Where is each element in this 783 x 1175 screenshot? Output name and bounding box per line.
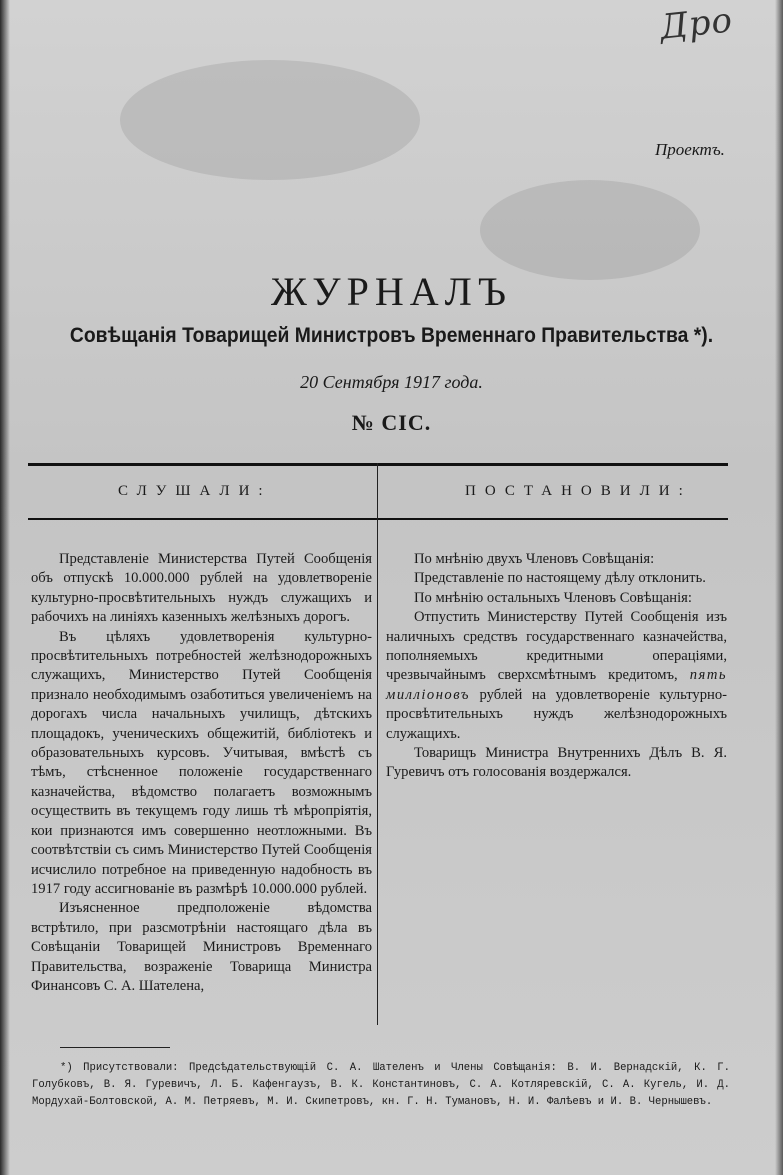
- table-top-rule: [28, 463, 728, 466]
- right-paragraph-5: Товарищъ Министра Внутреннихъ Дѣлъ В. Я. Гуревичъ отъ голосованія воздержался.: [386, 745, 727, 781]
- column-header-resolved: ПОСТАНОВИЛИ:: [465, 483, 692, 499]
- column-divider: [377, 463, 378, 1025]
- footnote-text: *) Присутствовали: Предсѣдательствующій С. А. Шателенъ и Члены Совѣщанія: В. И. Вернадскій, К. Г. Голубковъ, В. Я. Гуревичъ, Л. Б. Кафенгаузъ, В. К. Константиновъ, С. А. Котляревскій, С. А. Кугель, И. Д. Мордухай-Болтовской, А. М. Петряевъ, М. И. Скипетровъ, кн. Г. Н. Тумановъ, Н. И. Фалѣевъ и И. В. Чернышевъ.: [32, 1062, 730, 1108]
- document-subtitle: Совѣщанія Товарищей Министровъ Временнаго Правительства *).: [69, 324, 714, 347]
- project-label: Проектъ.: [655, 140, 725, 159]
- document-date: 20 Сентября 1917 года.: [300, 372, 483, 392]
- handwritten-mark: Дро: [658, 0, 735, 48]
- footnote-rule: [60, 1047, 170, 1048]
- table-header-rule: [28, 518, 728, 520]
- paper-stain: [120, 60, 420, 180]
- right-column-text: [386, 550, 727, 783]
- left-paragraph-1: Представленіе Министерства Путей Сообщенія объ отпускѣ 10.000.000 рублей на удовлетвореніе культурно-просвѣтительныхъ нуждъ служащихъ и рабочихъ на линіяхъ казенныхъ желѣзныхъ дорогъ.: [31, 551, 372, 626]
- column-header-heard: СЛУШАЛИ:: [118, 483, 272, 499]
- left-paragraph-2: Въ цѣляхъ удовлетворенія культурно-просвѣтительныхъ потребностей желѣзнодорожныхъ служащихъ, Министерство Путей Сообщенія признало необходимымъ озаботиться увеличеніемъ на дорогахъ числа начальныхъ училищъ, дѣтскихъ площадокъ, ученическихъ общежитій, библіотекъ и образовательныхъ курсовъ. Учитывая, вмѣстѣ съ тѣмъ, стѣсненное положеніе государственнаго казначейства, вѣдомство полагаетъ возможнымъ осуществить въ текущемъ году лишь тѣ мѣропріятія, кои признаются имъ совершенно неотложными. Въ соотвѣтствіи съ симъ Министерство Путей Сообщенія исчислило потребное на приведенную надобность въ 1917 году ассигнованіе въ размѣрѣ 10.000.000 рублей.: [31, 628, 372, 897]
- footnote: [32, 1060, 730, 1111]
- resolution-text-end: рублей на удовлетвореніе культурно-просвѣтительныхъ нуждъ желѣзнодорожныхъ служащихъ.: [386, 686, 727, 742]
- resolution-amount: пять милліоновъ: [386, 667, 727, 703]
- right-paragraph-2: Представленіе по настоящему дѣлу отклонить.: [414, 570, 706, 587]
- resolution-text-start: Отпустить Министерству Путей Сообщенія изъ наличныхъ средствъ государственнаго казначейства, пополняемыхъ кредитными операціями, чрезвычайнымъ сверхсмѣтнымъ кредитомъ,: [386, 609, 727, 684]
- left-paragraph-3: Изъясненное предположеніе вѣдомства встрѣтило, при разсмотрѣніи настоящаго дѣла въ Совѣщаніи Товарищей Министровъ Временнаго Правительства, возраженіе Товарища Министра Финансовъ С. А. Шателена,: [31, 900, 372, 994]
- right-paragraph-1: По мнѣнію двухъ Членовъ Совѣщанія:: [414, 551, 655, 567]
- right-paragraph-4: [386, 608, 727, 744]
- right-paragraph-3: По мнѣнію остальныхъ Членовъ Совѣщанія:: [414, 589, 692, 606]
- paper-stain: [480, 180, 700, 280]
- left-column-text: [31, 550, 372, 996]
- document-number: № CIC.: [351, 410, 432, 435]
- document-title: ЖУРНАЛЪ: [271, 269, 512, 314]
